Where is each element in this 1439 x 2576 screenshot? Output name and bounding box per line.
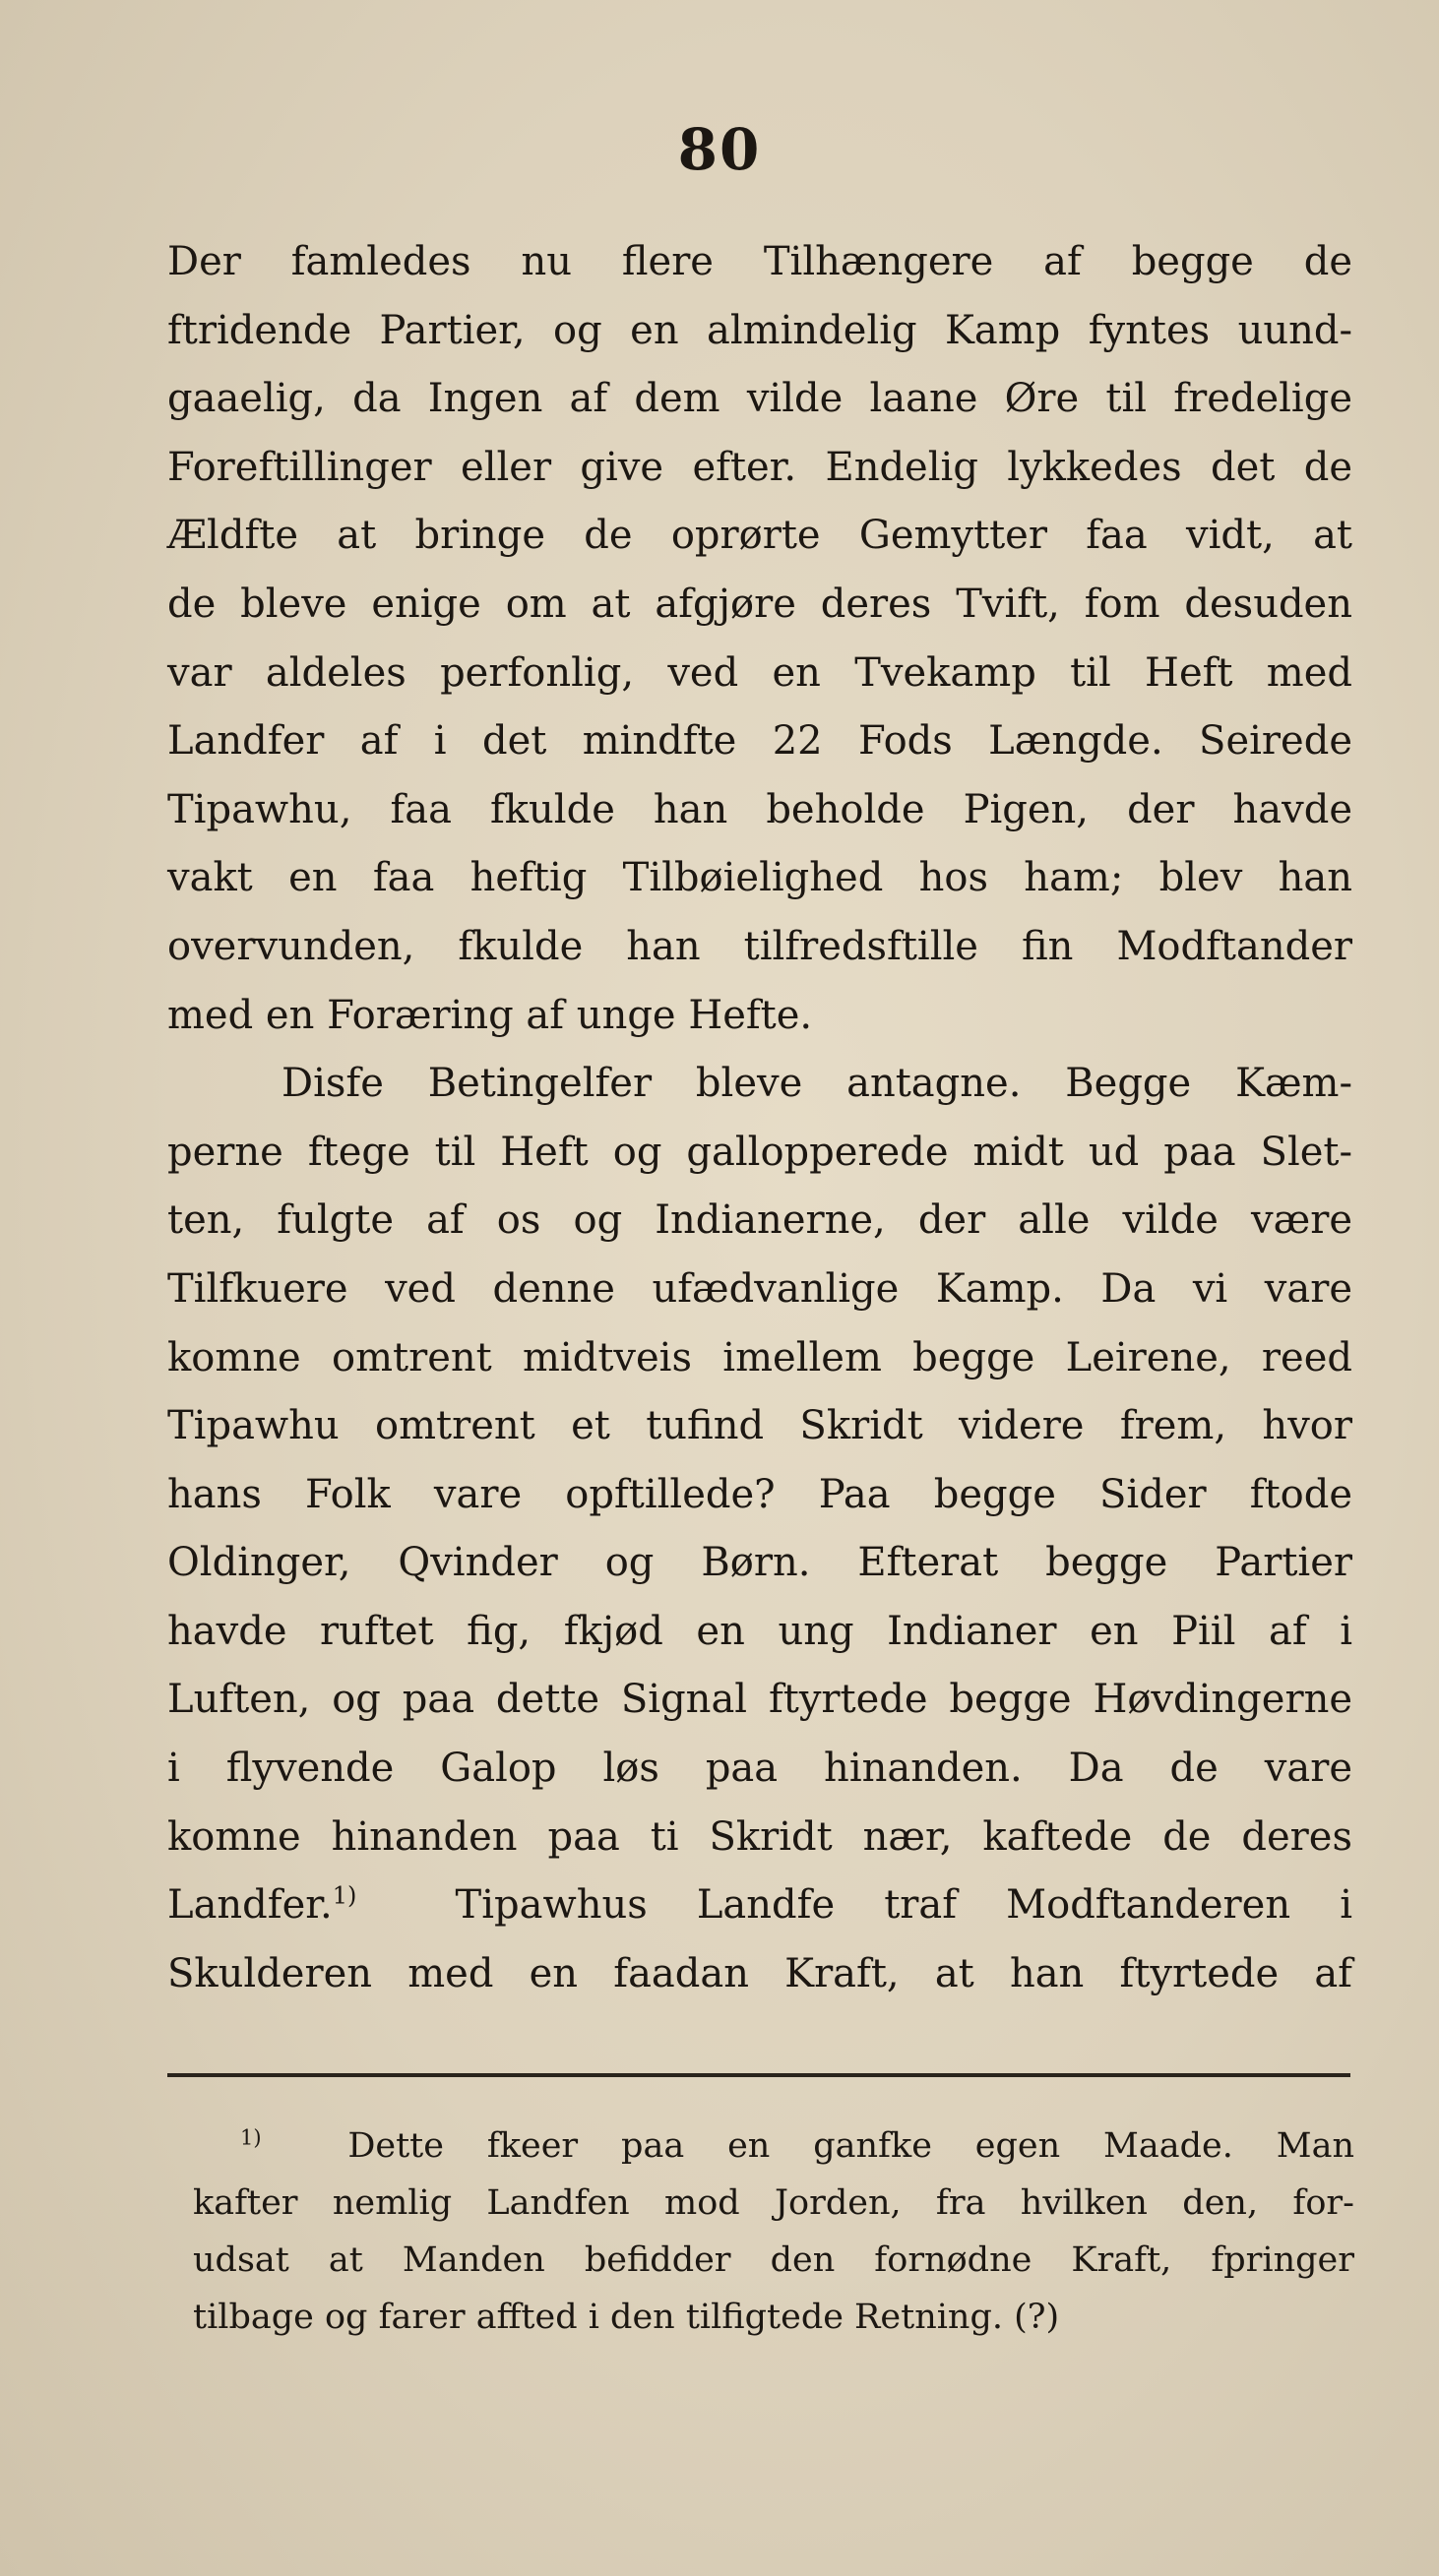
- text-line-with-footnote-ref: [167, 1871, 1352, 1940]
- body-text: [167, 228, 1352, 2008]
- text-line: overvunden, fkulde han tilfredsftille fin Modftander: [167, 923, 1352, 969]
- text-line: Tipawhu omtrent et tufind Skridt videre frem, hvor: [167, 1403, 1352, 1449]
- text-line: Skulderen med en faadan Kraft, at han ftyrtede af: [167, 1950, 1352, 1996]
- text-line: Oldinger, Qvinder og Børn. Efterat begge Partier: [167, 1540, 1352, 1586]
- footnote-line: tilbage og farer affted i den tilfigtede Retning. (?): [193, 2298, 1060, 2337]
- text-line: ten, fulgte af os og Indianerne, der alle vilde være: [167, 1197, 1352, 1244]
- text-line: Tipawhu, faa fkulde han beholde Pigen, der havde: [167, 786, 1352, 832]
- text-line: de bleve enige om at afgjøre deres Tvift, fom desuden: [167, 581, 1352, 627]
- page-number: 80: [677, 116, 762, 183]
- text-fragment: Tipawhus Landfe traf Modftanderen i: [455, 1882, 1353, 1929]
- text-line: Der famledes nu flere Tilhængere af begge de: [167, 239, 1352, 284]
- text-line: Tilfkuere ved denne ufædvanlige Kamp. Da vi vare: [167, 1265, 1352, 1312]
- text-line: perne ftege til Heft og gallopperede midt ud paa Slet-: [167, 1129, 1352, 1175]
- text-line: var aldeles perfonlig, ved en Tvekamp til Heft med: [167, 649, 1352, 696]
- footnote-marker: 1): [240, 2125, 262, 2150]
- text-line: ftridende Partier, og en almindelig Kamp fyntes uund-: [167, 307, 1352, 353]
- text-line: Luften, og paa dette Signal ftyrtede begge Høvdingerne: [167, 1677, 1352, 1723]
- footnote-text: Dette fkeer paa en ganfke egen Maade. Man: [347, 2126, 1354, 2166]
- text-line: vakt en faa heftig Tilbøielighed hos ham; blev han: [167, 855, 1352, 901]
- text-line: Foreftillinger eller give efter. Endelig lykkedes det de: [167, 444, 1352, 490]
- text-line: komne omtrent midtveis imellem begge Leirene, reed: [167, 1334, 1352, 1380]
- text-line: hans Folk vare opftillede? Paa begge Sider ftode: [167, 1471, 1352, 1517]
- footnote-line: [193, 2117, 1354, 2175]
- footnote: [193, 2117, 1354, 2346]
- text-line: Disfe Betingelfer bleve antagne. Begge Kæm-: [282, 1061, 1352, 1107]
- footnote-reference: 1): [332, 1881, 357, 1910]
- text-line: Landfer af i det mindfte 22 Fods Længde. Seirede: [167, 718, 1352, 765]
- footnote-separator-rule: [167, 2073, 1350, 2077]
- text-line: komne hinanden paa ti Skridt nær, kaftede de deres: [167, 1813, 1352, 1860]
- footnote-line: kafter nemlig Landfen mod Jorden, fra hvilken den, for-: [193, 2183, 1354, 2223]
- text-line: havde ruftet fig, fkjød en ung Indianer en Piil af i: [167, 1608, 1352, 1654]
- text-fragment: Landfer.: [167, 1882, 333, 1929]
- text-line: med en Foræring af unge Hefte.: [167, 992, 813, 1038]
- text-line: Ældfte at bringe de oprørte Gemytter faa vidt, at: [167, 513, 1352, 559]
- text-line: i flyvende Galop løs paa hinanden. Da de vare: [167, 1746, 1352, 1792]
- text-line: gaaelig, da Ingen af dem vilde laane Øre til fredelige: [167, 376, 1352, 422]
- footnote-line: udsat at Manden befidder den fornødne Kraft, fpringer: [193, 2240, 1354, 2280]
